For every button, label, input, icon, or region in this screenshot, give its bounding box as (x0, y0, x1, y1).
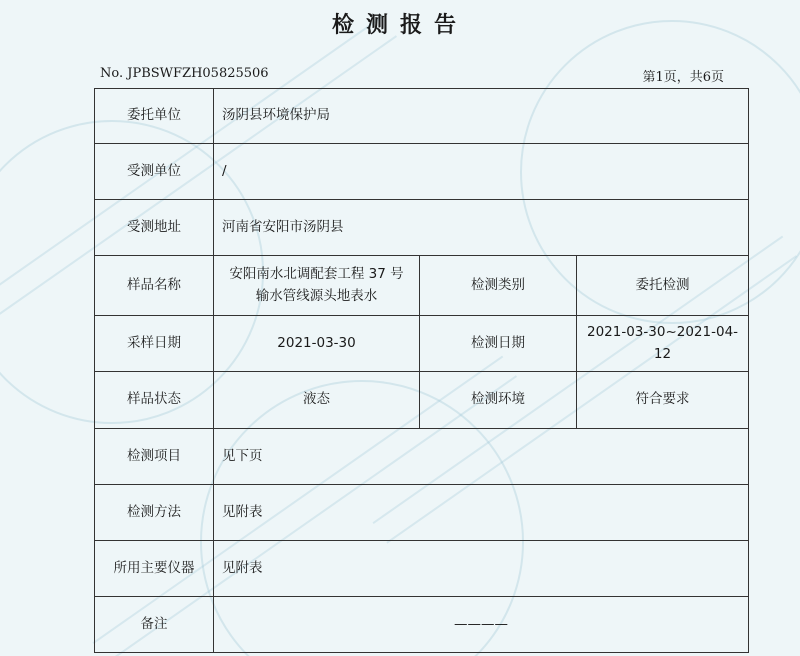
table-row-sampling-date (95, 316, 749, 372)
test-environment-value: 符合要求 (577, 372, 749, 429)
remarks-value: ———— (214, 597, 749, 653)
tested-address-label: 受测地址 (95, 200, 214, 256)
sampling-date-value: 2021-03-30 (214, 316, 420, 372)
test-category-label: 检测类别 (420, 256, 577, 316)
table-row-sample-state (95, 372, 749, 429)
table-row-tested-unit (95, 144, 749, 200)
table-row-test-method (95, 485, 749, 541)
tested-address-value: 河南省安阳市汤阴县 (214, 200, 749, 256)
remarks-label: 备注 (95, 597, 214, 653)
table-row-instruments (95, 541, 749, 597)
tested-unit-value: / (214, 144, 749, 200)
report-number: No. JPBSWFZH05825506 (100, 66, 269, 81)
sampling-date-label: 采样日期 (95, 316, 214, 372)
instruments-label: 所用主要仪器 (95, 541, 214, 597)
client-label: 委托单位 (95, 89, 214, 144)
sample-state-label: 样品状态 (95, 372, 214, 429)
test-method-label: 检测方法 (95, 485, 214, 541)
report-title: 检测报告 (331, 13, 468, 38)
sample-name-value (214, 256, 420, 316)
test-environment-label: 检测环境 (420, 372, 577, 429)
report-table (94, 88, 749, 653)
table-row-test-items (95, 429, 749, 485)
test-date-label: 检测日期 (420, 316, 577, 372)
instruments-value: 见附表 (214, 541, 749, 597)
page-info: 第1页，共6页 (642, 70, 724, 85)
client-value: 汤阴县环境保护局 (214, 89, 749, 144)
sample-name-label: 样品名称 (95, 256, 214, 316)
test-items-value: 见下页 (214, 429, 749, 485)
test-method-value: 见附表 (214, 485, 749, 541)
test-category-value: 委托检测 (577, 256, 749, 316)
table-row-remarks (95, 597, 749, 653)
sample-name-line1: 安阳南水北调配套工程 37 号 (229, 265, 404, 282)
tested-unit-label: 受测单位 (95, 144, 214, 200)
table-row-sample-name (95, 256, 749, 316)
sample-name-line2: 输水管线源头地表水 (255, 287, 378, 304)
sample-state-value: 液态 (214, 372, 420, 429)
table-row-client (95, 89, 749, 144)
table-row-tested-address (95, 200, 749, 256)
test-items-label: 检测项目 (95, 429, 214, 485)
test-date-value: 2021-03-30~2021-04-12 (577, 316, 749, 372)
